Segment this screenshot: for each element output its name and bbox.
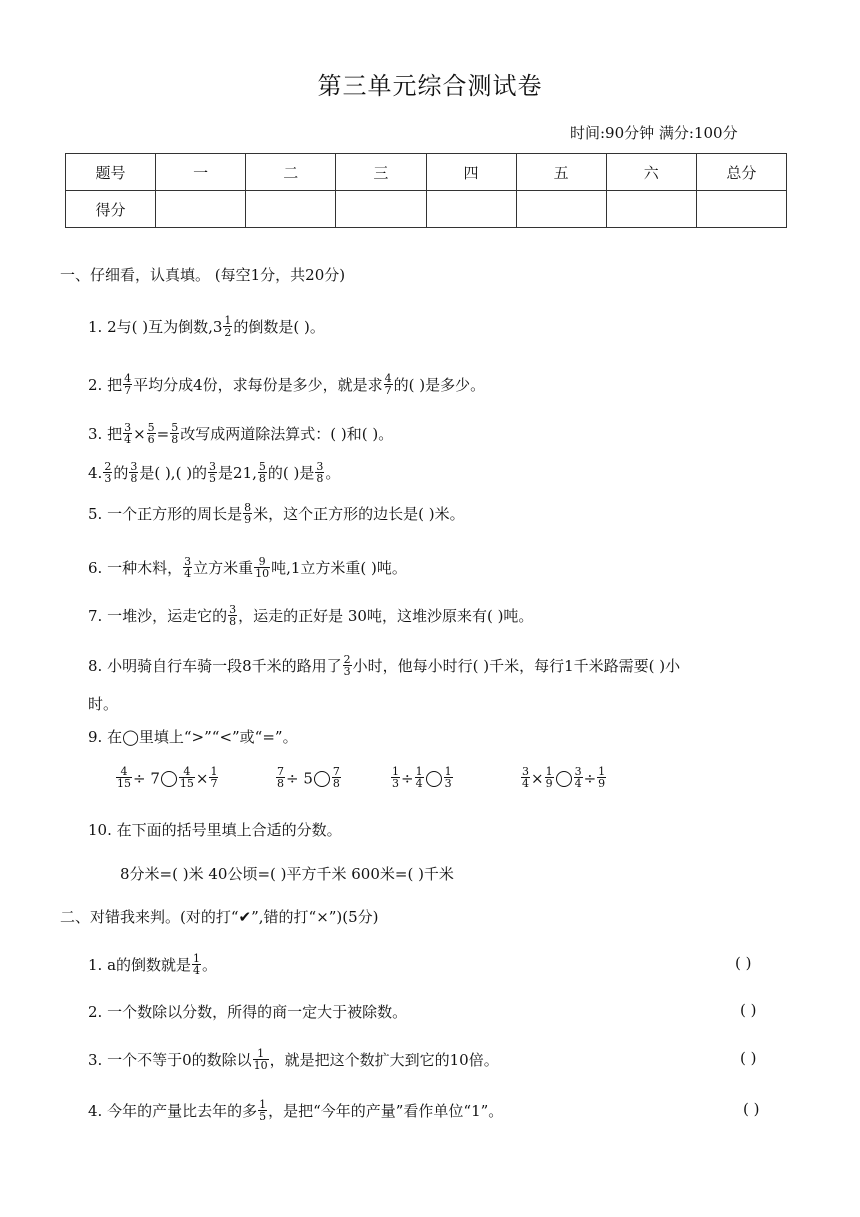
- question-1-4: 4. $\frac{2}{3}$ 的 $\frac{3}{8}$ 是( ),( )的 $\frac{3}{5}$ 是21, $\frac{5}{8}$ 的( )是 $\frac{3}{8}$ 。: [88, 459, 341, 485]
- answer-paren[interactable]: ( ): [743, 1100, 760, 1118]
- fraction: $\frac{2}{3}$: [104, 459, 112, 485]
- question-1-3: 3. 把 $\frac{3}{4}$ × $\frac{5}{6}$ = $\frac{5}{8}$ 改写成两道除法算式：( )和( )。: [88, 420, 394, 446]
- score-table-header-row: [66, 154, 787, 191]
- compare-circle[interactable]: [556, 771, 572, 787]
- compare-expression-4: $\frac{3}{4}$ × $\frac{1}{9}$ $\frac{3}{4}$ ÷ $\frac{1}{9}$: [522, 765, 606, 790]
- judge-question-2: 2. 一个数除以分数，所得的商一定大于被除数。: [88, 1003, 408, 1021]
- page-title: 第三单元综合测试卷: [317, 72, 543, 100]
- score-cell[interactable]: [426, 191, 516, 228]
- section1-heading: 一、仔细看，认真填。 (每空1分，共20分): [60, 266, 346, 284]
- question-1-6: 6. 一种木料， $\frac{3}{4}$ 立方米重 $\frac{9}{10}$ 吨,1立方米重( )吨。: [88, 554, 407, 580]
- text: 的倒数是( )。: [233, 318, 325, 336]
- fraction: $\frac{3}{8}$: [229, 602, 237, 628]
- compare-circle[interactable]: [426, 771, 442, 787]
- compare-circle[interactable]: [161, 771, 177, 787]
- fraction: $\frac{3}{5}$: [209, 459, 217, 485]
- table-cell: 得分: [66, 191, 156, 228]
- score-cell[interactable]: [246, 191, 336, 228]
- fraction: $\frac{5}{6}$: [147, 420, 155, 446]
- score-cell[interactable]: [696, 191, 786, 228]
- fraction: $\frac{2}{3}$: [343, 652, 351, 678]
- fraction: $\frac{9}{10}$: [255, 554, 270, 580]
- fraction: $\frac{4}{7}$: [384, 371, 392, 397]
- table-cell: 三: [336, 154, 426, 191]
- question-1-7: 7. 一堆沙，运走它的 $\frac{3}{8}$ ，运走的正好是 30吨，这堆沙原来有( )吨。: [88, 602, 534, 628]
- table-cell: 六: [606, 154, 696, 191]
- table-cell: 总分: [696, 154, 786, 191]
- table-cell: 二: [246, 154, 336, 191]
- question-1-8-cont: 时。: [88, 695, 119, 713]
- question-1-10: 10. 在下面的括号里填上合适的分数。: [88, 821, 342, 839]
- compare-expression-2: $\frac{7}{8}$ ÷ 5 $\frac{7}{8}$: [277, 765, 340, 790]
- table-cell: 四: [426, 154, 516, 191]
- question-1-9: 9. 在◯里填上“>”“<”或“=”。: [88, 728, 298, 746]
- score-cell[interactable]: [156, 191, 246, 228]
- judge-question-1: 1. a的倒数就是 $\frac{1}{4}$ 。: [88, 951, 218, 977]
- fraction: $\frac{3}{4}$: [184, 554, 192, 580]
- answer-paren[interactable]: ( ): [740, 1049, 757, 1067]
- score-cell[interactable]: [606, 191, 696, 228]
- score-table-score-row: [66, 191, 787, 228]
- table-cell: 一: [156, 154, 246, 191]
- fraction: $\frac{3}{8}$: [130, 459, 138, 485]
- exam-meta: 时间:90分钟 满分:100分: [570, 124, 738, 142]
- table-cell: 五: [516, 154, 606, 191]
- unit-conversion-line: 8分米=( )米 40公顷=( )平方千米 600米=( )千米: [120, 865, 454, 883]
- table-cell: 题号: [66, 154, 156, 191]
- score-cell[interactable]: [516, 191, 606, 228]
- text: 1. 2与( )互为倒数,: [88, 318, 213, 336]
- text: 3: [212, 318, 223, 336]
- question-1-5: 5. 一个正方形的周长是 $\frac{8}{9}$ 米，这个正方形的边长是( )米。: [88, 500, 465, 526]
- compare-expression-3: $\frac{1}{3}$ ÷ $\frac{1}{4}$ $\frac{1}{3}$: [392, 765, 452, 790]
- question-1-1: [88, 313, 325, 340]
- fraction: $\frac{3}{4}$: [124, 420, 132, 446]
- score-table: [65, 153, 787, 228]
- question-1-2: 2. 把 $\frac{4}{7}$ 平均分成4份，求每份是多少，就是求 $\frac{4}{7}$ 的( )是多少。: [88, 371, 486, 397]
- compare-expression-1: $\frac{4}{15}$ ÷ 7 $\frac{4}{15}$ × $\frac{1}{7}$: [117, 765, 218, 790]
- fraction: $\frac{4}{7}$: [124, 371, 132, 397]
- question-1-8: 8. 小明骑自行车骑一段8千米的路用了 $\frac{2}{3}$ 小时，他每小时行( )千米，每行1千米路需要( )小: [88, 652, 681, 678]
- answer-paren[interactable]: ( ): [740, 1001, 757, 1019]
- judge-question-4: 4. 今年的产量比去年的多 $\frac{1}{5}$ ，是把“今年的产量”看作单位“1”。: [88, 1097, 504, 1123]
- fraction: $\frac{8}{9}$: [244, 500, 252, 526]
- score-cell[interactable]: [336, 191, 426, 228]
- fraction: $\frac{5}{8}$: [258, 459, 266, 485]
- answer-paren[interactable]: ( ): [735, 954, 752, 972]
- compare-circle[interactable]: [314, 771, 330, 787]
- fraction: $\frac{3}{8}$: [316, 459, 324, 485]
- judge-question-3: 3. 一个不等于0的数除以 $\frac{1}{10}$ ，就是把这个数扩大到它的10倍。: [88, 1046, 499, 1072]
- section2-heading: 二、对错我来判。(对的打“✔”,错的打“×”)(5分): [60, 908, 379, 926]
- fraction: $\frac{1}{2}$: [224, 313, 232, 339]
- fraction: $\frac{5}{8}$: [171, 420, 179, 446]
